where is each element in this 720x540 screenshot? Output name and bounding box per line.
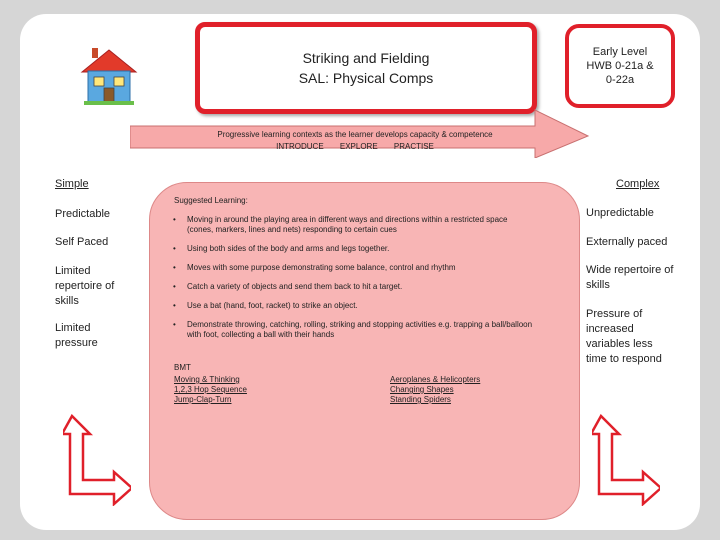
bmt-link[interactable]: 1,2,3 Hop Sequence	[174, 385, 247, 394]
level-line-1: Early Level	[592, 46, 648, 58]
left-item: Limited repertoire of skills	[55, 265, 115, 307]
bmt-link[interactable]: Aeroplanes & Helicopters	[390, 375, 481, 384]
simple-heading: Simple	[55, 178, 89, 190]
left-item: Predictable	[55, 208, 111, 220]
title-line-1: Striking and Fielding	[302, 50, 430, 66]
title-box	[195, 22, 537, 114]
list-item: • Use a bat (hand, foot, racket) to strike an object.	[173, 301, 543, 311]
list-item: • Catch a variety of objects and send them back to hit a target.	[173, 282, 543, 292]
house-icon	[78, 44, 140, 106]
title-line-2: SAL: Physical Comps	[298, 70, 434, 86]
left-item: Limited pressure	[55, 322, 98, 349]
bmt-left-list	[174, 375, 247, 405]
complex-heading: Complex	[616, 178, 660, 190]
suggested-learning-heading: Suggested Learning:	[174, 196, 248, 205]
right-item: Externally paced	[586, 236, 668, 248]
list-item: • Demonstrate throwing, catching, rolling, striking and stopping activities e.g. trapping a ball/balloon with foot, collecting a ball with their hands	[173, 320, 547, 340]
bmt-link[interactable]: Changing Shapes	[390, 385, 454, 394]
list-item: • Using both sides of the body and arms and legs together.	[173, 244, 543, 254]
right-item: Pressure of increased variables less time to respond	[586, 308, 662, 365]
bmt-heading: BMT	[174, 363, 191, 372]
progress-stages: INTRODUCE EXPLORE PRACTISE	[276, 142, 434, 151]
list-item: • Moves with some purpose demonstrating some balance, control and rhythm	[173, 263, 543, 273]
progress-arrow-text: Progressive learning contexts as the learner develops capacity & competence	[217, 130, 493, 139]
level-line-3: 0-22a	[605, 74, 635, 86]
bmt-link[interactable]: Jump-Clap-Turn	[174, 395, 232, 404]
bent-double-arrow-icon	[63, 414, 131, 506]
bmt-link[interactable]: Standing Spiders	[390, 395, 451, 404]
list-item: • Moving in around the playing area in different ways and directions within a restricted space (cones, markers, lines and nets) responding to certain cues	[173, 215, 517, 235]
bmt-link[interactable]: Moving & Thinking	[174, 375, 240, 384]
right-item: Wide repertoire of skills	[586, 264, 674, 291]
suggested-learning-list	[173, 215, 543, 349]
level-box	[565, 24, 675, 108]
level-line-2: HWB 0-21a &	[586, 60, 654, 72]
left-item: Self Paced	[55, 236, 109, 248]
right-item: Unpredictable	[586, 207, 654, 219]
bmt-right-list	[390, 375, 480, 405]
bent-double-arrow-icon	[592, 414, 660, 506]
